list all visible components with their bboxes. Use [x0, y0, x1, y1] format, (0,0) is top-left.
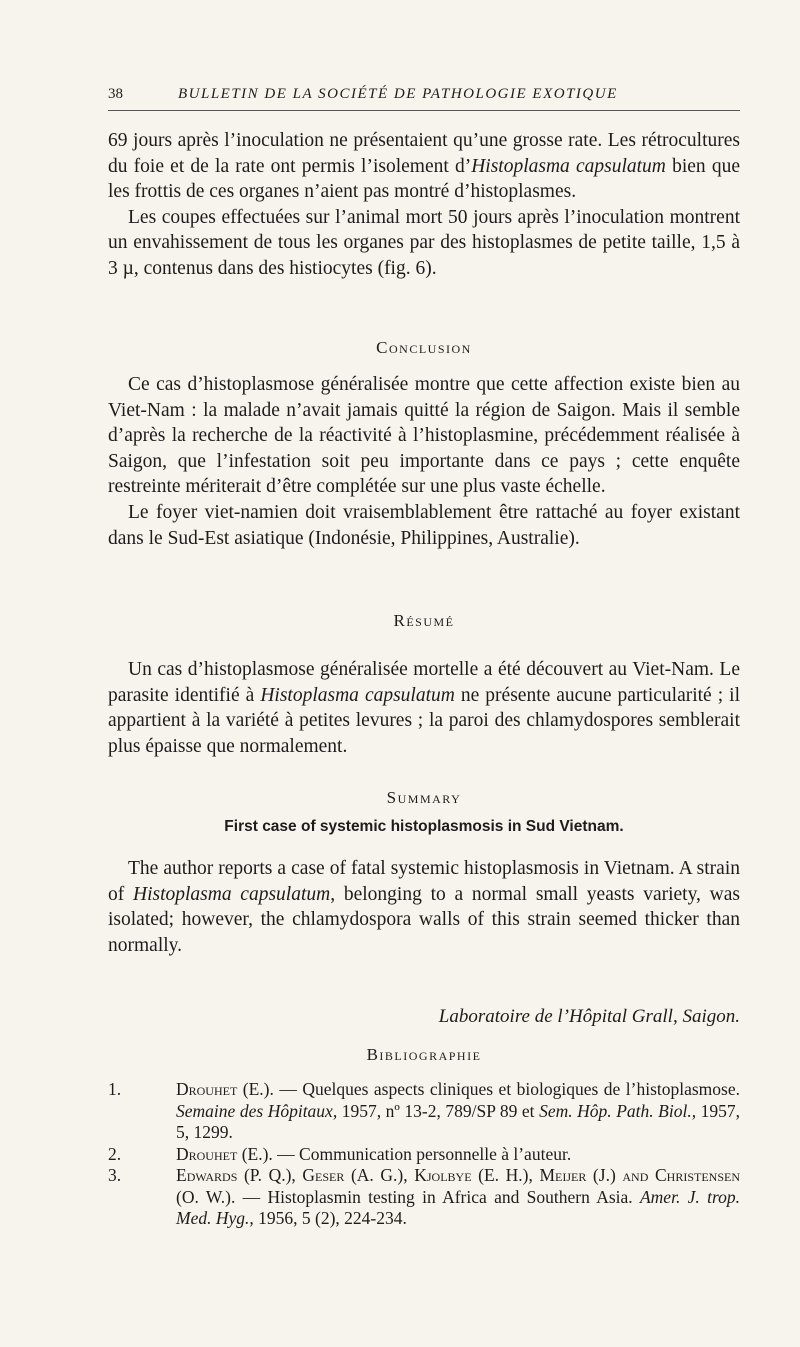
summary-section: [108, 788, 740, 958]
taxon-name: Histoplasma capsulatum: [471, 155, 666, 177]
conclusion-section: [108, 338, 740, 551]
summary-paragraph: The author reports a case of fatal systemic histoplasmosis in Vietnam. A strain of Histoplasma capsulatum, belonging to a normal small yeasts variety, was isolated; however, the chlamydospora walls of this strain seemed thicker than normally.: [108, 858, 740, 956]
conclusion-paragraph-2: Le foyer viet-namien doit vraisemblablement être rattaché au foyer existant dans le Sud-Est asiatique (Indonésie, Philippines, Australie).: [108, 501, 740, 549]
summary-heading: Summary: [386, 788, 462, 807]
taxon-name: Histoplasma capsulatum: [132, 883, 331, 905]
reference-list: [108, 1079, 740, 1230]
body-paragraph-2: Les coupes effectuées sur l’animal mort 50 jours après l’inoculation montrent un envahissement de tous les organes par des histoplasmes de petite taille, 1,5 à 3 µ, contenus dans des histiocytes (fig. 6).: [108, 206, 740, 279]
bibliography-section: [108, 1045, 740, 1230]
reference-item: 3. Edwards (P. Q.), Geser (A. G.), Kjolbye (E. H.), Meijer (J.) and Christensen (O. W.). — Histoplasmin testing in Africa and Southern Asia. Amer. J. trop. Med. Hyg., 1956, 5 (2), 224-234.: [108, 1165, 741, 1228]
body-continuation: [108, 128, 740, 282]
resume-heading: Résumé: [393, 611, 455, 630]
bibliography-heading: Bibliographie: [366, 1045, 482, 1064]
reference-item: 2. Drouhet (E.). — Communication personnelle à l’auteur.: [108, 1143, 572, 1164]
resume-paragraph: Un cas d’histoplasmose généralisée mortelle a été découvert au Viet-Nam. Le parasite identifié à Histoplasma capsulatum ne présente aucune particularité ; il appartient à la variété à petites levures ; la paroi des chlamydospores semblerait plus épaisse que normalement.: [108, 659, 740, 757]
resume-section: [108, 611, 740, 759]
running-header: [108, 86, 740, 111]
taxon-name: Histoplasma capsulatum: [260, 684, 455, 706]
summary-subtitle: First case of systemic histoplasmosis in Sud Vietnam.: [224, 818, 624, 835]
body-paragraph-1: 69 jours après l’inoculation ne présentaient qu’une grosse rate. Les rétrocultures du foie et de la rate ont permis l’isolement d’Histoplasma capsulatum bien que les frottis de ces organes n’aient pas montré d’histoplasmes.: [108, 130, 740, 203]
reference-item: 1. Drouhet (E.). — Quelques aspects cliniques et biologiques de l’histoplasmose. Semaine des Hôpitaux, 1957, nº 13-2, 789/SP 89 et Sem. Hôp. Path. Biol., 1957, 5, 1299.: [108, 1079, 740, 1142]
affiliation: Laboratoire de l’Hôpital Grall, Saigon.: [438, 1006, 740, 1027]
page-number: 38: [108, 86, 123, 102]
journal-title: BULLETIN DE LA SOCIÉTÉ DE PATHOLOGIE EXOTIQUE: [178, 86, 618, 102]
conclusion-paragraph-1: Ce cas d’histoplasmose généralisée montre que cette affection existe bien au Viet-Nam : la malade n’avait jamais quitté la région de Saigon. Mais il semble d’après la recherche de la réactivité à l’histoplasmine, précédemment réalisée à Saigon, que l’infestation soit peu importante dans ce pays ; cette enquête restreinte mériterait d’être complétée sur une plus vaste échelle.: [108, 374, 740, 498]
conclusion-heading: Conclusion: [376, 338, 472, 357]
